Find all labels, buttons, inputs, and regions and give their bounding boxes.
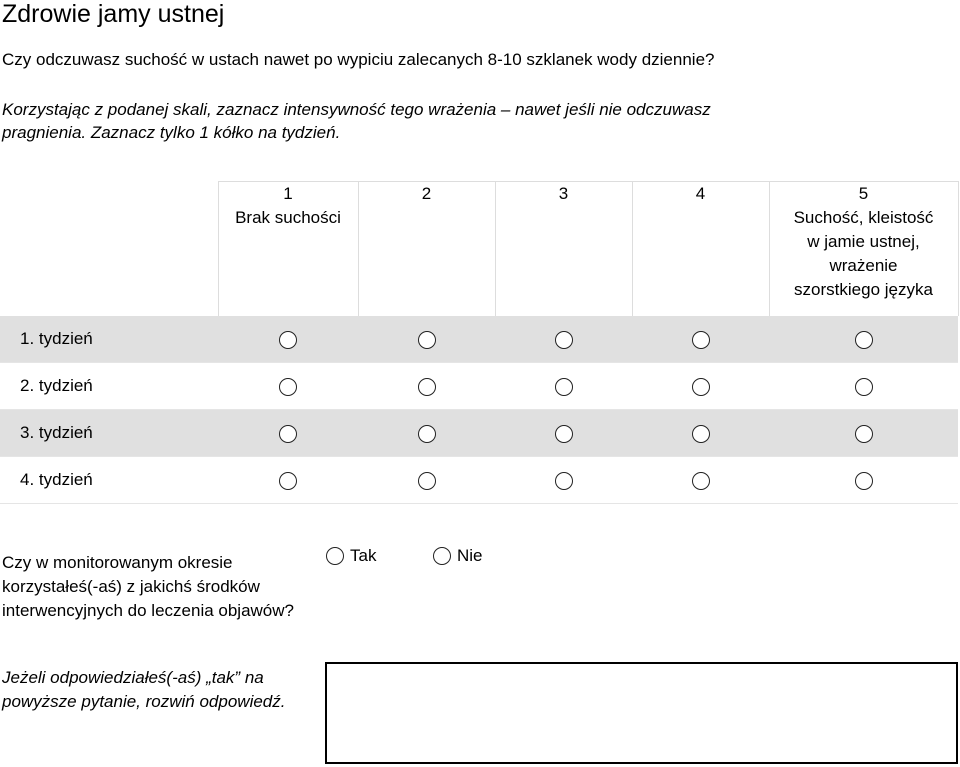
week1-rating-4-radio[interactable]: [692, 331, 710, 349]
answer-text-box[interactable]: [325, 662, 958, 764]
scale-header-2: 2: [358, 182, 495, 317]
week4-rating-5-radio[interactable]: [855, 472, 873, 490]
yes-label: Tak: [350, 546, 377, 565]
no-radio[interactable]: [433, 547, 451, 565]
week-row-4: [0, 457, 958, 504]
week2-rating-1-radio[interactable]: [279, 378, 297, 396]
week3-rating-1-radio[interactable]: [279, 425, 297, 443]
week-row-1: [0, 316, 958, 363]
scale-header-4: 4: [632, 182, 769, 317]
week1-rating-2-radio[interactable]: [418, 331, 436, 349]
scale-header-1: 1 Brak suchości: [218, 182, 358, 317]
week2-rating-3-radio[interactable]: [555, 378, 573, 396]
no-label: Nie: [457, 546, 483, 565]
week-label: 2. tydzień: [0, 363, 218, 410]
header-spacer: [0, 182, 218, 317]
week3-rating-5-radio[interactable]: [855, 425, 873, 443]
week-row-2: [0, 363, 958, 410]
week3-rating-3-radio[interactable]: [555, 425, 573, 443]
scale-instruction: Korzystając z podanej skali, zaznacz intensywność tego wrażenia – nawet jeśli nie odczuwasz pragnienia. Zaznacz tylko 1 kółko na tydzień.: [2, 100, 711, 142]
week4-rating-3-radio[interactable]: [555, 472, 573, 490]
week-label: 1. tydzień: [0, 316, 218, 363]
week4-rating-2-radio[interactable]: [418, 472, 436, 490]
week3-rating-2-radio[interactable]: [418, 425, 436, 443]
week4-rating-1-radio[interactable]: [279, 472, 297, 490]
yes-radio[interactable]: [326, 547, 344, 565]
week2-rating-2-radio[interactable]: [418, 378, 436, 396]
question-elaborate: Jeżeli odpowiedziałeś(-aś) „tak” na powyższe pytanie, rozwiń odpowiedź.: [2, 668, 286, 711]
week4-rating-4-radio[interactable]: [692, 472, 710, 490]
page-title: Zdrowie jamy ustnej: [2, 0, 225, 28]
weekly-scale-table: [0, 181, 959, 504]
week2-rating-4-radio[interactable]: [692, 378, 710, 396]
scale-header-5: 5 Suchość, kleistość w jamie ustnej, wrażenie szorstkiego języka: [769, 182, 958, 317]
week-label: 3. tydzień: [0, 410, 218, 457]
week1-rating-3-radio[interactable]: [555, 331, 573, 349]
week2-rating-5-radio[interactable]: [855, 378, 873, 396]
week1-rating-1-radio[interactable]: [279, 331, 297, 349]
scale-header-row: [0, 182, 958, 317]
week-label: 4. tydzień: [0, 457, 218, 504]
scale-header-3: 3: [495, 182, 632, 317]
week1-rating-5-radio[interactable]: [855, 331, 873, 349]
question-dryness: Czy odczuwasz suchość w ustach nawet po wypiciu zalecanych 8-10 szklanek wody dziennie?: [2, 50, 715, 69]
week3-rating-4-radio[interactable]: [692, 425, 710, 443]
question-intervention: Czy w monitorowanym okresie korzystałeś(-aś) z jakichś środków interwencyjnych do leczenia objawów?: [2, 553, 294, 620]
option-no[interactable]: [433, 545, 483, 567]
week-row-3: [0, 410, 958, 457]
option-yes[interactable]: [326, 545, 376, 567]
